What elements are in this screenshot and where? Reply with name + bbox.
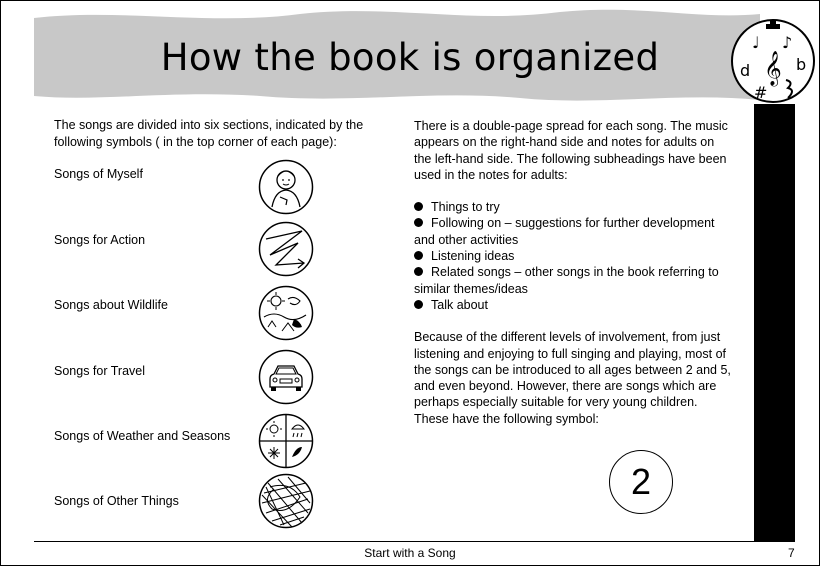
page-number: 7 — [788, 546, 795, 560]
seasons-icon — [258, 413, 314, 469]
emblem-letter-b: b — [796, 55, 807, 74]
section-label-wildlife: Songs about Wildlife — [54, 298, 168, 312]
bullet-icon — [414, 218, 423, 227]
bullet-icon — [414, 251, 423, 260]
emblem-sharp: # — [754, 83, 768, 102]
section-label-other: Songs of Other Things — [54, 494, 179, 508]
bottom-rule — [34, 541, 795, 542]
section-label-myself: Songs of Myself — [54, 167, 143, 181]
black-edge-bar — [754, 104, 795, 542]
page-title: How the book is organized — [160, 36, 660, 79]
child-icon — [258, 159, 314, 215]
car-icon — [258, 349, 314, 405]
list-item: Talk about — [414, 297, 734, 313]
section-label-weather: Songs of Weather and Seasons — [54, 429, 231, 443]
emblem-note-2: ♪ — [782, 33, 793, 52]
young-children-symbol: 2 — [609, 450, 673, 514]
right-column — [414, 118, 734, 427]
music-notes-emblem-icon — [730, 18, 816, 104]
scribble-icon — [258, 473, 314, 529]
spread-description: There is a double-page spread for each song. The music appears on the right-hand side and notes for adults on the left-hand side. The following subheadings have been used in the notes for adults: — [414, 119, 728, 182]
age-suitability-text: Because of the different levels of involvement, from just listening and enjoying to full singing and playing, most of the songs can be introduced to all ages between 2 and 5, and even beyond. However, there are songs which are perhaps especially suitable for very young children. These have the following symbol: — [414, 330, 731, 426]
list-item: Following on – suggestions for further development and other activities — [414, 216, 715, 247]
section-label-travel: Songs for Travel — [54, 364, 146, 378]
emblem-note-1: ♩ — [752, 33, 760, 52]
bullet-icon — [414, 202, 423, 211]
wildlife-icon — [258, 285, 314, 341]
bullet-icon — [414, 300, 423, 309]
bullet-icon — [414, 267, 423, 276]
footer-book-title: Start with a Song — [364, 546, 456, 560]
emblem-clef: 𝄞 — [764, 51, 782, 86]
list-item: Related songs – other songs in the book referring to similar themes/ideas — [414, 265, 719, 296]
list-item: Things to try — [414, 199, 734, 215]
list-item: Listening ideas — [414, 248, 734, 264]
section-label-action: Songs for Action — [54, 233, 146, 247]
emblem-letter-d: d — [740, 61, 751, 80]
subheading-list — [414, 199, 734, 313]
zigzag-arrow-icon — [258, 221, 314, 277]
sections-intro: The songs are divided into six sections, indicated by the following symbols ( in the top corner of each page): — [54, 118, 364, 149]
left-column — [54, 117, 374, 150]
